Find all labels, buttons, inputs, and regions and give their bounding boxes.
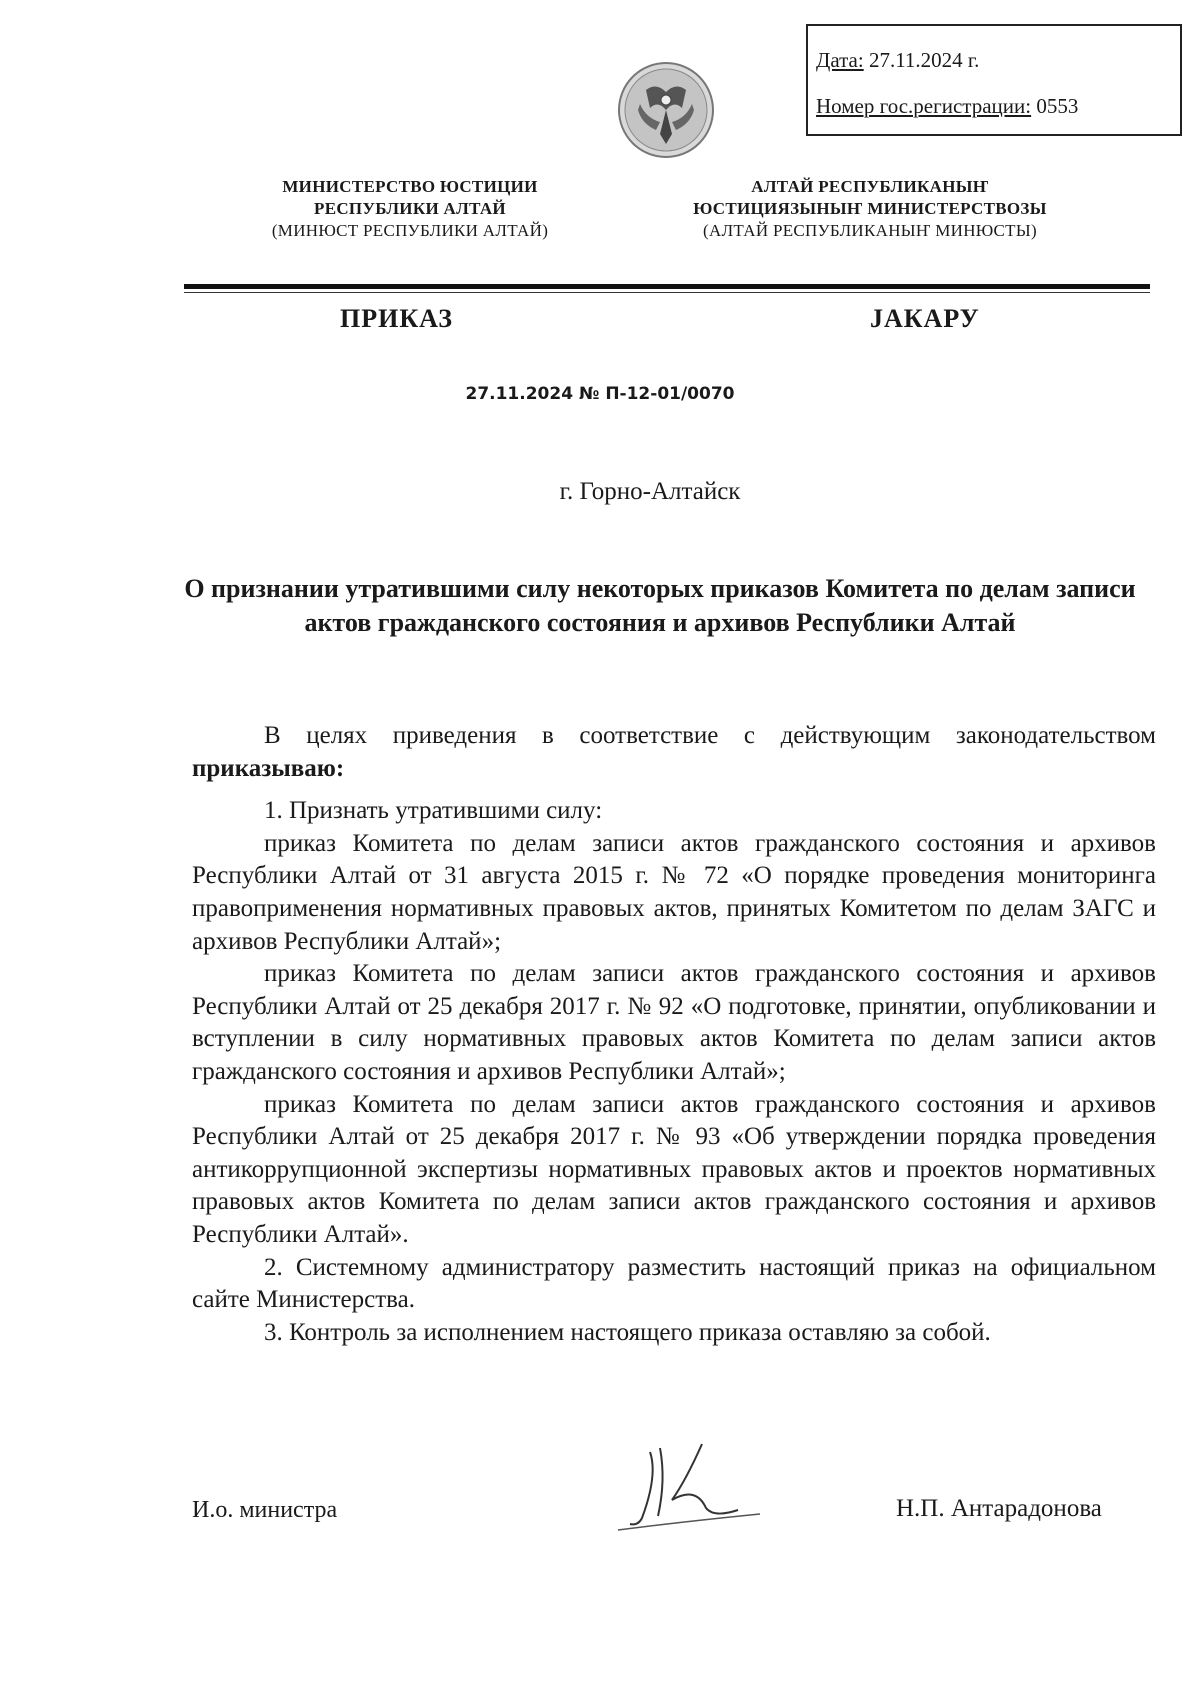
signatory-position: И.о. министра bbox=[192, 1497, 338, 1523]
coat-of-arms-icon bbox=[616, 60, 716, 160]
registration-number-value: 0553 bbox=[1036, 94, 1079, 118]
command-word: приказываю: bbox=[192, 754, 345, 782]
item-1: 1. Признать утратившими силу: bbox=[264, 797, 603, 825]
ministry-alt-line3: (АЛТАЙ РЕСПУБЛИКАНЫҤ МИНЮСТЫ) bbox=[703, 221, 1037, 240]
preamble-text: В целях приведения в соответствие с действующим законодательством bbox=[264, 722, 1156, 749]
ministry-alt-line1: АЛТАЙ РЕСПУБЛИКАНЫҤ bbox=[751, 177, 989, 196]
item-1-order-b: приказ Комитета по делам записи актов гражданского состояния и архивов Республики Алтай от 25 декабря 2017 г. № 92 «О подготовке, принятии, опубликовании и вступлении в силу нормативных правовых актов Комитета по делам записи актов гражданского состояния и архивов Республики Алтай»; bbox=[192, 960, 1156, 1085]
preamble-paragraph bbox=[192, 720, 1156, 785]
order-city: г. Горно-Алтайск bbox=[559, 478, 741, 505]
order-subject: О признании утратившими силу некоторых приказов Комитета по делам записи актов гражданского состояния и архивов Республики Алтай bbox=[184, 574, 1136, 637]
ministry-ru-line1: МИНИСТЕРСТВО ЮСТИЦИИ bbox=[282, 177, 538, 196]
order-number: 27.11.2024 № П-12-01/0070 bbox=[465, 384, 735, 404]
item-1-order-a: приказ Комитета по делам записи актов гражданского состояния и архивов Республики Алтай от 31 августа 2015 г. № 72 «О порядке проведения мониторинга правоприменения нормативных правовых актов, принятых Комитетом по делам ЗАГС и архивов Республики Алтай»; bbox=[192, 829, 1156, 955]
registration-stamp bbox=[806, 24, 1182, 136]
ministry-alt-line2: ЮСТИЦИЯЗЫНЫҤ МИНИСТЕРСТВОЗЫ bbox=[693, 199, 1047, 218]
signatory-name: Н.П. Антарадонова bbox=[896, 1495, 1102, 1522]
header-divider bbox=[184, 284, 1150, 289]
ministry-ru-line2: РЕСПУБЛИКИ АЛТАЙ bbox=[314, 199, 506, 218]
order-body bbox=[192, 720, 1156, 1349]
ministry-name-altai bbox=[660, 176, 1080, 242]
handwritten-signature bbox=[610, 1430, 770, 1540]
order-title-russian: ПРИКАЗ bbox=[340, 304, 454, 333]
header-divider-thin bbox=[184, 292, 1150, 293]
item-2: 2. Системному администратору разместить настоящий приказ на официальном сайте Министерства. bbox=[192, 1253, 1156, 1314]
ministry-ru-line3: (МИНЮСТ РЕСПУБЛИКИ АЛТАЙ) bbox=[271, 221, 549, 240]
registration-date-value: 27.11.2024 г. bbox=[868, 48, 980, 72]
registration-date-label: Дата: bbox=[816, 48, 864, 72]
registration-number-label: Номер гос.регистрации: bbox=[816, 94, 1032, 118]
order-title-altai: JАКАРУ bbox=[870, 304, 980, 333]
item-1-order-c: приказ Комитета по делам записи актов гражданского состояния и архивов Республики Алтай от 25 декабря 2017 г. № 93 «Об утверждении порядка проведения антикоррупционной экспертизы нормативных правовых актов и проектов нормативных правовых актов Комитета по делам записи актов гражданского состояния и архивов Республики Алтай». bbox=[192, 1090, 1156, 1248]
item-3: 3. Контроль за исполнением настоящего приказа оставляю за собой. bbox=[264, 1318, 991, 1346]
ministry-name-russian bbox=[200, 176, 620, 242]
registration-date bbox=[816, 48, 979, 73]
registration-number bbox=[816, 94, 1078, 119]
